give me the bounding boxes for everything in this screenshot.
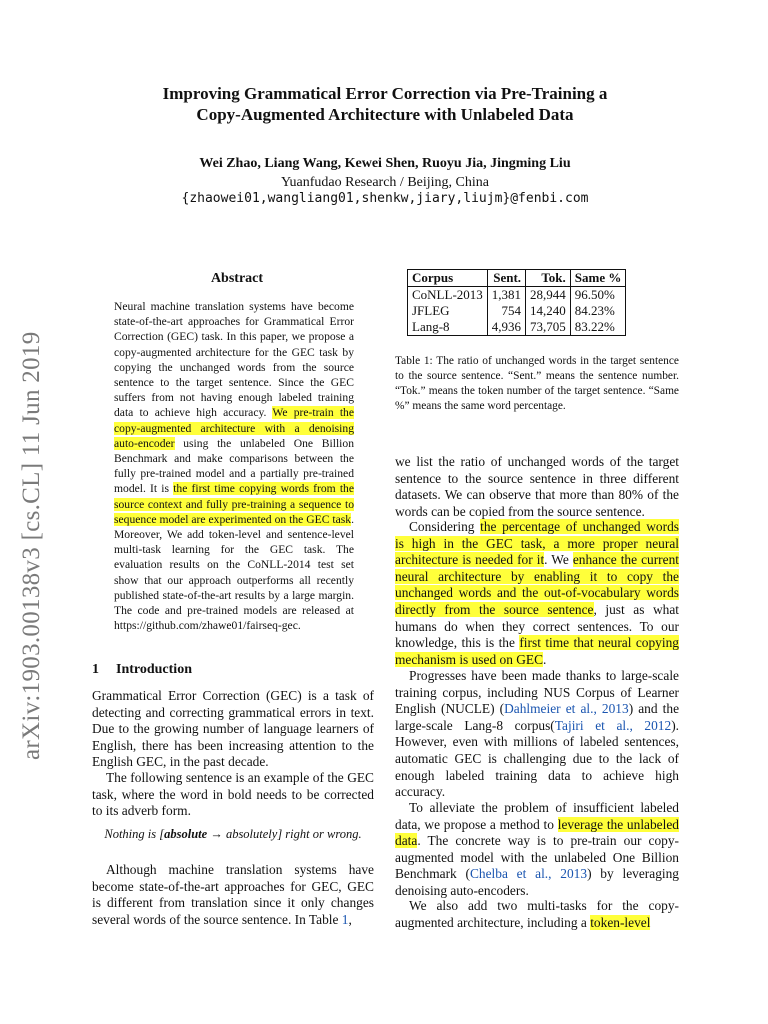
table-row — [408, 319, 626, 336]
table-cell: 84.23% — [570, 303, 626, 319]
body-paragraph: Progresses have been made thanks to large-scale training corpus, including NUS Corpus of Learner English (NUCLE) (Dahlmeier et al., 2013) and the large-scale Lang-8 corpus(Tajiri et al., 2012). However, even with millions of labeled sentences, automatic GEC is challenging due to the lack of enough labeled training data to achieve high accuracy. — [395, 668, 680, 800]
table-cell: 14,240 — [526, 303, 571, 319]
paper-title: Improving Grammatical Error Correction via Pre-Training a Copy-Augmented Architecture with Unlabeled Data — [162, 84, 608, 124]
example-sentence: Nothing is [absolute → absolutely] right or wrong. — [104, 827, 362, 841]
intro-paragraph: Grammatical Error Correction (GEC) is a task of detecting and correcting grammatical errors in text. Due to the growing number of language learners of English, there has been increasing attention to the English GEC, in the past decade. — [92, 688, 374, 770]
table-cell: 1,381 — [487, 287, 525, 304]
highlight: We pre-train the copy-augmented architecture with a denoising auto-encoder — [114, 406, 354, 450]
abstract-body: Neural machine translation systems have become state-of-the-art approaches for Grammatical Error Correction (GEC) task. In this paper, we propose a copy-augmented architecture for the GEC task by copying the unchanged words from the source sentence to the target sentence. Since the GEC suffers from not having enough labeled training data to achieve high accuracy. We pre-train the copy-augmented architecture with a denoising auto-encoder using the unlabeled One Billion Benchmark and make comparisons between the fully pre-trained model and a partially pre-trained model. It is the first time copying words from the source context and fully pre-training a sequence to sequence model are experimented on the GEC task. Moreover, We add token-level and sentence-level multi-task learning for the GEC task. The evaluation results on the CoNLL-2014 test set show that our approach outperforms all recently published state-of-the-art results by a large margin. The code and pre-trained models are released at https://github.com/zhawe01/fairseq-gec. — [114, 300, 354, 633]
table-header: Tok. — [526, 270, 571, 287]
table-row — [408, 287, 626, 304]
body-paragraph: To alleviate the problem of insufficient labeled data, we propose a method to leverage the unlabeled data. The concrete way is to pre-train our copy-augmented model with the unlabeled One Billion Benchmark (Chelba et al., 2013) by leveraging denoising auto-encoders. — [395, 800, 679, 898]
table-cell: 28,944 — [526, 287, 571, 304]
affiliation: Yuanfudao Research / Beijing, China — [280, 175, 489, 190]
highlight: first time that neural copying mechanism is used on GEC — [395, 635, 679, 667]
highlight: token-level — [590, 914, 651, 930]
arxiv-identifier: arXiv:1903.00138v3 [cs.CL] 11 Jun 2019 — [18, 331, 45, 760]
table-header: Same % — [570, 270, 626, 287]
body-paragraph: we list the ratio of unchanged words of the target sentence to the source sentence in three different datasets. We can observe that more than 80% of the words can be copied from the source sentence. — [395, 454, 679, 519]
table-cell: Lang-8 — [408, 319, 488, 336]
author-list: Wei Zhao, Liang Wang, Kewei Shen, Ruoyu Jia, Jingming Liu — [199, 156, 571, 171]
table-cell: 4,936 — [487, 319, 525, 336]
table-header: Sent. — [487, 270, 525, 287]
intro-paragraph: Although machine translation systems have become state-of-the-art approaches for GEC, GEC is different from translation since it only changes several words of the source sentence. In Table 1, — [92, 862, 374, 927]
body-paragraph: We also add two multi-tasks for the copy-augmented architecture, including a token-level — [395, 898, 679, 930]
body-paragraph: Considering the percentage of unchanged words is high in the GEC task, a more proper neural architecture is needed for it. We enhance the current neural architecture by enabling it to copy the unchanged words and the out-of-vocabulary words directly from the source sentence, just as what humans do when they correct sentences. To our knowledge, this is the first time that neural copying mechanism is used on GEC. — [395, 519, 679, 667]
table-reference-link[interactable]: 1 — [341, 911, 349, 927]
highlight: enhance the current neural architecture by enabling it to copy the unchanged words and the out-of-vocabulary words directly from the source sentence — [395, 552, 679, 617]
intro-paragraph: The following sentence is an example of the GEC task, where the word in bold needs to be corrected to its adverb form. — [92, 770, 374, 819]
table-cell: CoNLL-2013 — [408, 287, 488, 304]
author-emails: {zhaowei01,wangliang01,shenkw,jiary,liujm}@fenbi.com — [181, 191, 589, 206]
table-cell: 754 — [487, 303, 525, 319]
table-header-row — [408, 270, 626, 287]
table-cell: 96.50% — [570, 287, 626, 304]
section-heading-introduction: 1 Introduction — [92, 662, 192, 677]
abstract-heading: Abstract — [210, 271, 264, 286]
table-row — [408, 303, 626, 319]
highlight: the first time copying words from the source context and fully pre-training a sequence to sequence model are experimented on the GEC task — [114, 482, 354, 526]
highlight: leverage the unlabeled data — [395, 816, 679, 849]
table-caption: Table 1: The ratio of unchanged words in the target sentence to the source sentence. “Sent.” means the sentence number. “Tok.” means the token number of the target sentence. “Same %” means the same word percentage. — [395, 355, 679, 412]
citation-link[interactable]: Chelba et al., 2013 — [469, 866, 588, 882]
citation-link[interactable]: Tajiri et al., 2012 — [554, 717, 672, 733]
citation-link[interactable]: Dahlmeier et al., 2013 — [504, 701, 629, 717]
table-header: Corpus — [408, 270, 488, 287]
table-cell: 73,705 — [526, 319, 571, 336]
table-cell: JFLEG — [408, 303, 488, 319]
table-cell: 83.22% — [570, 319, 626, 336]
highlight: the percentage of unchanged words is high in the GEC task, a more proper neural architecture is needed for it — [395, 519, 679, 568]
corpus-table — [407, 269, 626, 336]
